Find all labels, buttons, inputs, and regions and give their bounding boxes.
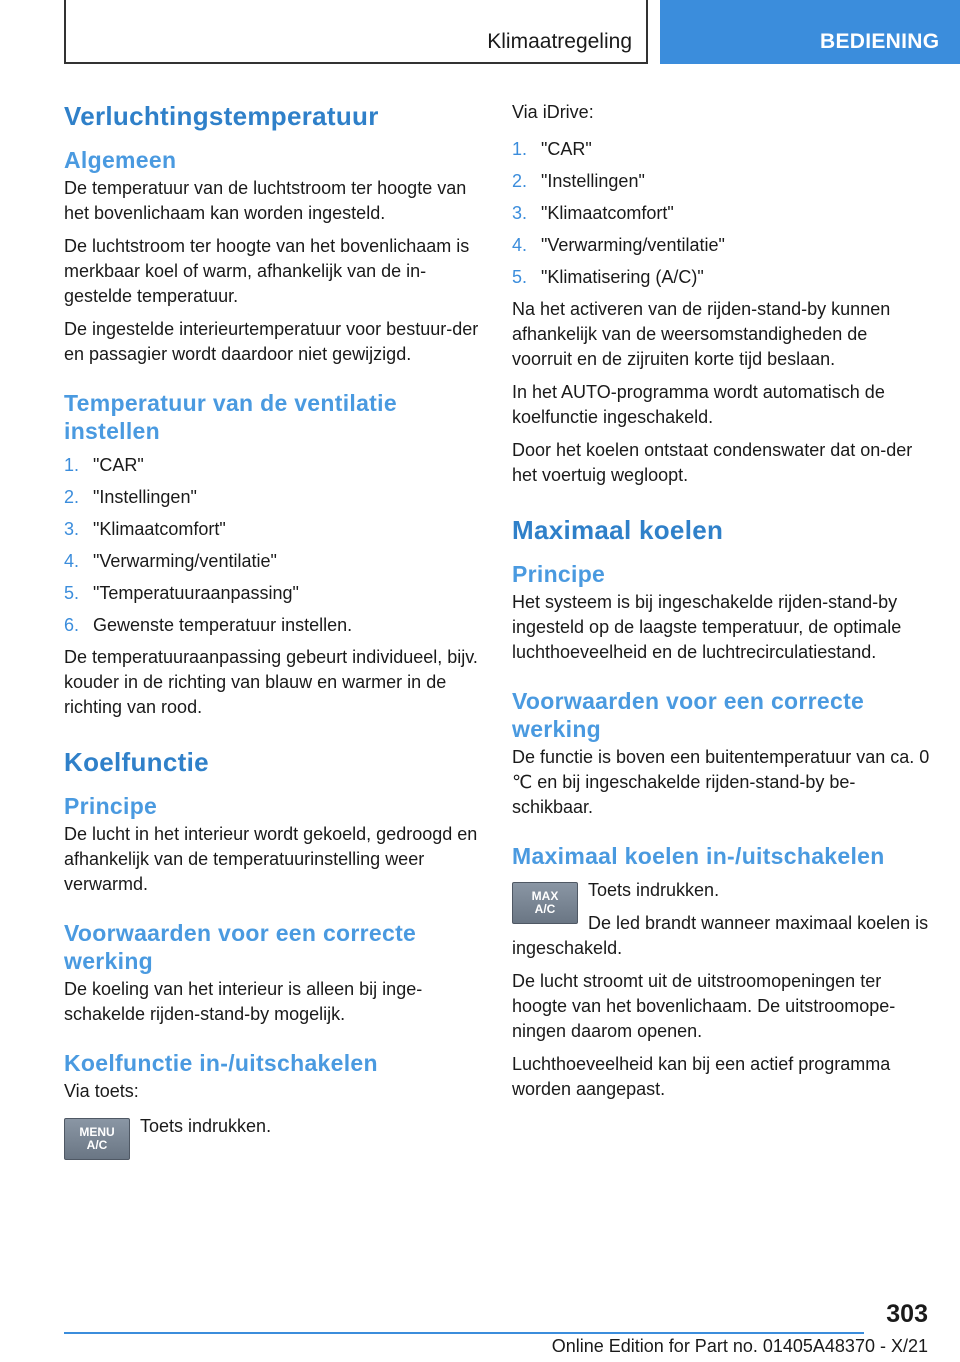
paragraph: De ingestelde interieurtemperatuur voor bestuur-der en passagier wordt daardoor niet gewijzigd.	[64, 319, 479, 364]
key-label-bottom: A/C	[86, 1138, 108, 1152]
menu-ac-button-icon	[64, 1118, 130, 1160]
key-label-top: MAX	[531, 889, 559, 903]
right-column	[512, 100, 930, 1110]
header-box	[64, 0, 648, 64]
heading-maximaal-koelen: Maximaal koelen	[512, 515, 724, 545]
heading-principe: Principe	[512, 561, 606, 587]
paragraph: De koeling van het interieur is alleen bij inge-schakelde rijden-stand-by mogelijk.	[64, 979, 423, 1024]
step-number: 2.	[64, 487, 80, 507]
heading-verluchtingstemperatuur: Verluchtingstemperatuur	[64, 101, 379, 131]
paragraph: In het AUTO-programma wordt automatisch de koelfunctie ingeschakeld.	[512, 382, 885, 427]
step-number: 1.	[64, 455, 80, 475]
max-ac-instruction	[512, 878, 930, 961]
heading-voorwaarden: Voorwaarden voor een correcte werking	[512, 688, 865, 742]
paragraph: De functie is boven een buitentemperatuur van ca. 0 ℃ en bij ingeschakelde rijden-stand-by be-schikbaar.	[512, 747, 930, 817]
step-number: 1.	[512, 139, 528, 159]
step-number: 3.	[64, 519, 80, 539]
paragraph: Toets indrukken.	[140, 1116, 272, 1136]
page-number: 303	[886, 1300, 928, 1328]
paragraph: De luchtstroom ter hoogte van het bovenlichaam is merkbaar koel of warm, afhankelijk van de in-gestelde temperatuur.	[64, 236, 470, 306]
list-item	[64, 581, 482, 606]
step-text: "Instellingen"	[541, 171, 645, 191]
heading-maximaal-koelen-inuit: Maximaal koelen in-/uitschakelen	[512, 843, 885, 869]
heading-ventilatie-instellen: Temperatuur van de ventilatie instellen	[64, 390, 397, 444]
step-text: "CAR"	[541, 139, 592, 159]
page-footer	[64, 1300, 928, 1362]
paragraph: De temperatuur van de luchtstroom ter hoogte van het bovenlichaam kan worden ingesteld.	[64, 178, 467, 223]
paragraph: Via toets:	[64, 1081, 139, 1101]
step-text: "Instellingen"	[93, 487, 197, 507]
step-number: 4.	[64, 551, 80, 571]
section-tab	[660, 0, 960, 64]
list-item	[64, 549, 482, 574]
paragraph: De lucht in het interieur wordt gekoeld, gedroogd en afhankelijk van de temperatuurinstelling weer verwarmd.	[64, 824, 478, 894]
list-item	[512, 169, 930, 194]
heading-voorwaarden: Voorwaarden voor een correcte werking	[64, 920, 417, 974]
list-item	[512, 233, 930, 258]
list-item	[64, 453, 482, 478]
list-item	[64, 613, 482, 638]
chapter-title: Klimaatregeling	[487, 30, 632, 53]
paragraph: Luchthoeveelheid kan bij een actief programma worden aangepast.	[512, 1054, 891, 1099]
page-header	[0, 0, 960, 66]
step-text: "Klimatisering (A/C)"	[541, 267, 704, 287]
paragraph: Toets indrukken.	[588, 880, 720, 900]
footer-divider	[64, 1332, 864, 1334]
paragraph: De led brandt wanneer maximaal koelen is ingeschakeld.	[512, 913, 929, 958]
step-text: Gewenste temperatuur instellen.	[93, 615, 353, 635]
step-text: "Verwarming/ventilatie"	[541, 235, 725, 255]
heading-principe: Principe	[64, 793, 158, 819]
max-ac-button-icon	[512, 882, 578, 924]
edition-note: Online Edition for Part no. 01405A48370 - X/21	[551, 1336, 928, 1356]
paragraph: De lucht stroomt uit de uitstroomopeningen ter hoogte van het bovenlichaam. De uitstroomope-ningen daarom openen.	[512, 971, 896, 1041]
step-number: 5.	[512, 267, 528, 287]
list-item	[512, 201, 930, 226]
step-number: 4.	[512, 235, 528, 255]
step-number: 6.	[64, 615, 80, 635]
paragraph: Het systeem is bij ingeschakelde rijden-stand-by ingesteld op de laagste temperatuur, de optimale luchthoeveelheid en de luchtrecirculatiestand.	[512, 592, 902, 662]
heading-koelfunctie-inuit: Koelfunctie in-/uitschakelen	[64, 1050, 378, 1076]
list-item	[64, 485, 482, 510]
heading-algemeen: Algemeen	[64, 147, 177, 173]
paragraph: Door het koelen ontstaat condenswater dat on-der het voertuig wegloopt.	[512, 440, 913, 485]
heading-koelfunctie: Koelfunctie	[64, 747, 209, 777]
key-label-bottom: A/C	[534, 902, 556, 916]
step-number: 5.	[64, 583, 80, 603]
menu-ac-instruction	[64, 1114, 482, 1184]
step-text: "Temperatuuraanpassing"	[93, 583, 299, 603]
step-text: "Klimaatcomfort"	[93, 519, 226, 539]
list-item	[512, 265, 930, 290]
paragraph: De temperatuuraanpassing gebeurt individueel, bijv. kouder in de richting van blauw en warmer in de richting van rood.	[64, 647, 478, 717]
step-text: "CAR"	[93, 455, 144, 475]
step-text: "Verwarming/ventilatie"	[93, 551, 277, 571]
paragraph: Na het activeren van de rijden-stand-by kunnen afhankelijk van de weersomstandigheden de voorruit en de zijruiten korte tijd beslaan.	[512, 299, 891, 369]
section-tab-label: BEDIENING	[820, 30, 940, 53]
step-text: "Klimaatcomfort"	[541, 203, 674, 223]
step-number: 3.	[512, 203, 528, 223]
left-column	[64, 100, 482, 1184]
list-item	[512, 137, 930, 162]
steps-list-ventilatie	[64, 453, 482, 638]
step-number: 2.	[512, 171, 528, 191]
paragraph: Via iDrive:	[512, 102, 594, 122]
list-item	[64, 517, 482, 542]
steps-list-idrive	[512, 137, 930, 290]
key-label-top: MENU	[79, 1125, 115, 1139]
